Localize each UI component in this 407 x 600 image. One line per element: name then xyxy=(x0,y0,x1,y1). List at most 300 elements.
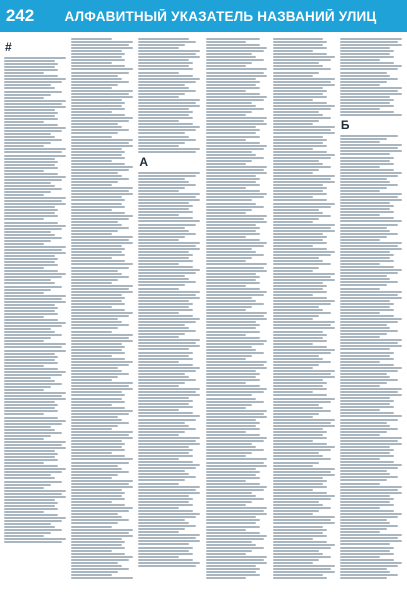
index-entry xyxy=(138,142,185,144)
index-entry xyxy=(71,87,111,89)
index-entry xyxy=(273,276,331,278)
index-entry xyxy=(206,154,257,156)
index-entry xyxy=(138,309,192,311)
index-entry xyxy=(206,139,246,141)
index-entry xyxy=(340,59,380,61)
index-entry xyxy=(71,324,129,326)
index-entry xyxy=(138,540,200,542)
index-entry xyxy=(206,187,246,189)
index-entry xyxy=(4,481,62,483)
index-entry xyxy=(138,90,196,92)
index-entry xyxy=(273,123,313,125)
index-entry xyxy=(138,254,192,256)
index-entry xyxy=(206,462,264,464)
index-entry xyxy=(4,133,51,135)
index-entry xyxy=(206,394,253,396)
index-entry xyxy=(4,362,58,364)
index-entry xyxy=(71,306,111,308)
index-entry xyxy=(340,224,398,226)
index-entry xyxy=(71,394,125,396)
index-entry xyxy=(206,254,264,256)
index-entry xyxy=(273,282,324,284)
index-entry xyxy=(206,215,268,217)
index-entry xyxy=(138,84,185,86)
index-entry xyxy=(273,291,327,293)
index-entry xyxy=(4,255,55,257)
index-entry xyxy=(206,379,260,381)
index-entry xyxy=(206,480,246,482)
index-entry xyxy=(273,84,335,86)
index-entry xyxy=(340,288,380,290)
index-entry xyxy=(4,541,62,543)
index-entry xyxy=(273,136,324,138)
index-entry xyxy=(138,275,185,277)
index-entry xyxy=(71,349,122,351)
index-entry xyxy=(138,306,189,308)
index-entry xyxy=(71,331,111,333)
index-entry xyxy=(71,388,133,390)
index-entry xyxy=(71,303,125,305)
index-entry xyxy=(138,251,189,253)
index-entry xyxy=(273,148,313,150)
index-entry xyxy=(340,172,402,174)
index-entry xyxy=(206,550,253,552)
index-entry xyxy=(71,437,133,439)
index-entry xyxy=(71,513,118,515)
index-entry xyxy=(138,476,196,478)
index-entry xyxy=(206,495,257,497)
index-entry xyxy=(4,279,51,281)
index-entry xyxy=(206,513,268,515)
index-entry xyxy=(71,407,125,409)
index-entry xyxy=(4,438,44,440)
index-entry xyxy=(138,187,185,189)
index-entry xyxy=(138,321,196,323)
index-entry xyxy=(71,90,133,92)
index-entry xyxy=(4,112,58,114)
index-entry xyxy=(71,559,129,561)
index-entry xyxy=(340,355,391,357)
index-entry xyxy=(206,160,253,162)
index-entry xyxy=(206,324,260,326)
index-entry xyxy=(340,50,394,52)
index-entry xyxy=(273,56,335,58)
index-entry xyxy=(206,522,257,524)
index-entry xyxy=(138,400,192,402)
index-entry xyxy=(206,410,268,412)
index-entry xyxy=(273,212,324,214)
index-entry xyxy=(273,90,327,92)
index-entry xyxy=(273,547,331,549)
index-entry xyxy=(71,212,125,214)
index-entry xyxy=(206,230,257,232)
index-entry xyxy=(138,233,196,235)
index-entry xyxy=(206,163,246,165)
index-entry xyxy=(138,434,178,436)
index-entry xyxy=(340,324,387,326)
index-entry xyxy=(4,209,58,211)
index-entry xyxy=(71,276,129,278)
index-entry xyxy=(273,59,331,61)
index-entry xyxy=(4,151,62,153)
index-entry xyxy=(138,227,185,229)
index-entry xyxy=(340,78,398,80)
index-entry xyxy=(138,205,192,207)
index-entry xyxy=(206,532,260,534)
index-entry xyxy=(206,367,268,369)
entry-block xyxy=(340,135,403,579)
index-entry xyxy=(4,240,51,242)
index-entry xyxy=(340,342,398,344)
index-entry xyxy=(71,498,125,500)
index-entry xyxy=(4,371,66,373)
index-entry xyxy=(138,531,178,533)
index-entry xyxy=(273,215,331,217)
index-entry xyxy=(273,492,327,494)
index-entry xyxy=(273,117,331,119)
index-entry xyxy=(71,474,118,476)
index-entry xyxy=(4,484,51,486)
index-entry xyxy=(4,520,62,522)
index-entry xyxy=(273,358,324,360)
index-entry xyxy=(138,394,200,396)
index-entry xyxy=(138,473,189,475)
index-entry xyxy=(138,528,185,530)
index-entry xyxy=(273,260,324,262)
index-entry xyxy=(71,526,111,528)
page-header xyxy=(0,0,407,32)
index-entry xyxy=(340,409,380,411)
index-entry xyxy=(4,459,58,461)
index-entry xyxy=(206,535,268,537)
index-entry xyxy=(206,553,246,555)
index-entry xyxy=(4,307,58,309)
index-entry xyxy=(273,562,313,564)
index-entry xyxy=(206,233,260,235)
index-entry xyxy=(340,400,394,402)
index-entry xyxy=(4,325,62,327)
index-entry xyxy=(273,501,320,503)
index-entry xyxy=(71,206,125,208)
index-entry xyxy=(138,108,189,110)
index-entry xyxy=(206,574,260,576)
index-entry xyxy=(4,91,62,93)
index-entry xyxy=(206,440,264,442)
index-entry xyxy=(273,471,331,473)
index-entry xyxy=(4,298,62,300)
index-entry xyxy=(71,120,129,122)
index-entry xyxy=(71,142,129,144)
index-entry xyxy=(71,361,133,363)
index-column-2 xyxy=(71,38,134,596)
index-entry xyxy=(206,349,257,351)
index-entry xyxy=(71,81,129,83)
index-entry xyxy=(273,321,335,323)
index-entry xyxy=(340,574,398,576)
index-entry xyxy=(206,297,253,299)
index-entry xyxy=(4,164,55,166)
index-entry xyxy=(273,218,320,220)
index-entry xyxy=(71,157,125,159)
index-entry xyxy=(273,318,313,320)
index-entry xyxy=(340,321,398,323)
index-entry xyxy=(4,252,66,254)
index-entry xyxy=(273,38,324,40)
index-entry xyxy=(4,194,44,196)
index-entry xyxy=(138,422,185,424)
index-entry xyxy=(206,373,260,375)
index-entry xyxy=(71,413,129,415)
index-entry xyxy=(273,105,335,107)
index-entry xyxy=(71,62,111,64)
index-column-3 xyxy=(138,38,201,596)
index-entry xyxy=(71,291,133,293)
index-entry xyxy=(71,172,118,174)
index-entry xyxy=(340,230,391,232)
index-entry xyxy=(273,413,320,415)
index-entry xyxy=(273,407,324,409)
index-entry xyxy=(273,327,335,329)
index-entry xyxy=(138,111,192,113)
index-entry xyxy=(71,151,125,153)
index-entry xyxy=(138,81,196,83)
index-entry xyxy=(71,571,118,573)
index-entry xyxy=(138,47,178,49)
index-entry xyxy=(273,312,331,314)
index-entry xyxy=(206,331,260,333)
section-letter-b: Б xyxy=(340,118,350,133)
index-entry xyxy=(4,292,44,294)
index-entry xyxy=(340,519,387,521)
index-entry xyxy=(4,273,66,275)
page-number: 242 xyxy=(5,6,35,25)
index-entry xyxy=(206,221,268,223)
index-entry xyxy=(340,345,402,347)
index-entry xyxy=(340,446,391,448)
index-entry xyxy=(340,534,402,536)
index-entry xyxy=(206,120,264,122)
index-entry xyxy=(71,398,122,400)
index-entry xyxy=(71,556,133,558)
entry-block xyxy=(138,172,201,567)
index-entry xyxy=(206,544,257,546)
index-entry xyxy=(71,501,111,503)
index-entry xyxy=(71,129,129,131)
index-entry xyxy=(4,487,44,489)
index-entry xyxy=(138,68,192,70)
index-entry xyxy=(273,361,331,363)
index-entry xyxy=(71,187,133,189)
index-entry xyxy=(206,136,260,138)
index-entry xyxy=(206,529,246,531)
index-entry xyxy=(4,322,66,324)
index-entry xyxy=(138,199,200,201)
index-entry xyxy=(206,123,268,125)
index-entry xyxy=(71,318,118,320)
index-entry xyxy=(71,126,122,128)
index-entry xyxy=(206,343,264,345)
index-entry xyxy=(138,315,192,317)
index-entry xyxy=(206,203,257,205)
index-entry xyxy=(273,416,313,418)
index-entry xyxy=(4,502,58,504)
index-entry xyxy=(273,81,331,83)
index-entry xyxy=(340,297,402,299)
index-entry xyxy=(4,493,62,495)
index-entry xyxy=(273,391,313,393)
index-entry xyxy=(273,458,331,460)
index-entry xyxy=(206,538,264,540)
index-entry xyxy=(4,188,62,190)
index-entry xyxy=(138,284,185,286)
index-entry xyxy=(273,495,335,497)
index-entry xyxy=(273,44,324,46)
index-entry xyxy=(4,69,58,71)
index-entry xyxy=(206,236,246,238)
index-entry xyxy=(273,404,320,406)
index-entry xyxy=(340,431,387,433)
index-entry xyxy=(138,507,178,509)
index-entry xyxy=(71,227,129,229)
index-entry xyxy=(273,75,313,77)
index-entry xyxy=(206,315,264,317)
index-entry xyxy=(206,303,264,305)
index-entry xyxy=(206,526,260,528)
index-entry xyxy=(4,66,55,68)
index-entry xyxy=(71,471,129,473)
index-entry xyxy=(71,379,111,381)
index-entry xyxy=(340,202,391,204)
index-entry xyxy=(273,297,327,299)
index-entry xyxy=(71,285,133,287)
index-entry xyxy=(340,147,398,149)
index-entry xyxy=(71,169,129,171)
index-entry xyxy=(273,574,324,576)
index-entry xyxy=(273,498,331,500)
index-entry xyxy=(71,422,129,424)
index-entry xyxy=(71,148,122,150)
index-entry xyxy=(71,404,111,406)
index-entry xyxy=(273,245,313,247)
index-entry xyxy=(138,483,178,485)
index-entry xyxy=(138,440,196,442)
index-entry xyxy=(138,202,189,204)
index-entry xyxy=(138,461,192,463)
index-entry xyxy=(138,355,189,357)
index-entry xyxy=(71,282,111,284)
index-entry xyxy=(4,441,66,443)
index-entry xyxy=(138,559,192,561)
index-entry xyxy=(273,102,327,104)
index-entry xyxy=(273,68,331,70)
index-entry xyxy=(206,108,264,110)
index-entry xyxy=(340,306,391,308)
index-entry xyxy=(340,364,394,366)
index-entry xyxy=(138,102,196,104)
index-entry xyxy=(206,145,268,147)
index-entry xyxy=(340,501,391,503)
index-entry xyxy=(273,239,324,241)
index-entry xyxy=(71,483,129,485)
index-entry xyxy=(206,87,260,89)
index-entry xyxy=(138,361,178,363)
index-entry xyxy=(340,62,394,64)
index-entry xyxy=(138,333,185,335)
index-entry xyxy=(340,510,394,512)
index-entry xyxy=(340,208,391,210)
index-entry xyxy=(4,444,62,446)
index-entry xyxy=(71,410,133,412)
index-entry xyxy=(340,284,387,286)
index-entry xyxy=(138,193,200,195)
index-entry xyxy=(340,163,394,165)
index-entry xyxy=(273,151,327,153)
index-entry xyxy=(71,267,129,269)
index-entry xyxy=(206,193,268,195)
index-entry xyxy=(138,373,185,375)
index-entry xyxy=(71,245,122,247)
index-entry xyxy=(138,120,178,122)
index-entry xyxy=(4,450,55,452)
index-entry xyxy=(273,145,327,147)
section-letter-hash: # xyxy=(5,40,12,54)
index-entry xyxy=(273,474,335,476)
index-entry xyxy=(4,413,44,415)
index-entry xyxy=(138,245,196,247)
index-entry xyxy=(273,541,327,543)
index-entry xyxy=(273,303,331,305)
index-entry xyxy=(340,81,387,83)
index-entry xyxy=(71,544,122,546)
index-entry xyxy=(206,218,264,220)
index-entry xyxy=(273,556,331,558)
index-entry xyxy=(340,419,398,421)
index-entry xyxy=(4,155,66,157)
index-entry xyxy=(71,519,129,521)
index-entry xyxy=(71,294,122,296)
index-entry xyxy=(71,181,118,183)
index-entry xyxy=(71,529,133,531)
index-entry xyxy=(273,486,327,488)
index-entry xyxy=(71,309,125,311)
index-entry xyxy=(71,541,125,543)
index-entry xyxy=(340,553,394,555)
index-entry xyxy=(340,394,402,396)
index-entry xyxy=(71,263,133,265)
index-entry xyxy=(206,245,264,247)
index-entry xyxy=(138,272,196,274)
index-entry xyxy=(71,434,129,436)
index-entry xyxy=(4,465,58,467)
index-entry xyxy=(340,370,398,372)
index-entry xyxy=(206,53,253,55)
index-entry xyxy=(273,437,327,439)
index-entry xyxy=(273,370,335,372)
index-entry xyxy=(138,114,189,116)
index-entry xyxy=(138,288,178,290)
index-entry xyxy=(340,412,394,414)
index-entry xyxy=(4,148,66,150)
index-entry xyxy=(138,62,192,64)
index-entry xyxy=(340,90,398,92)
index-entry xyxy=(138,382,185,384)
index-entry xyxy=(273,203,335,205)
index-entry xyxy=(206,312,268,314)
index-entry xyxy=(206,90,246,92)
index-entry xyxy=(71,428,111,430)
index-entry xyxy=(206,337,260,339)
index-entry xyxy=(138,522,189,524)
